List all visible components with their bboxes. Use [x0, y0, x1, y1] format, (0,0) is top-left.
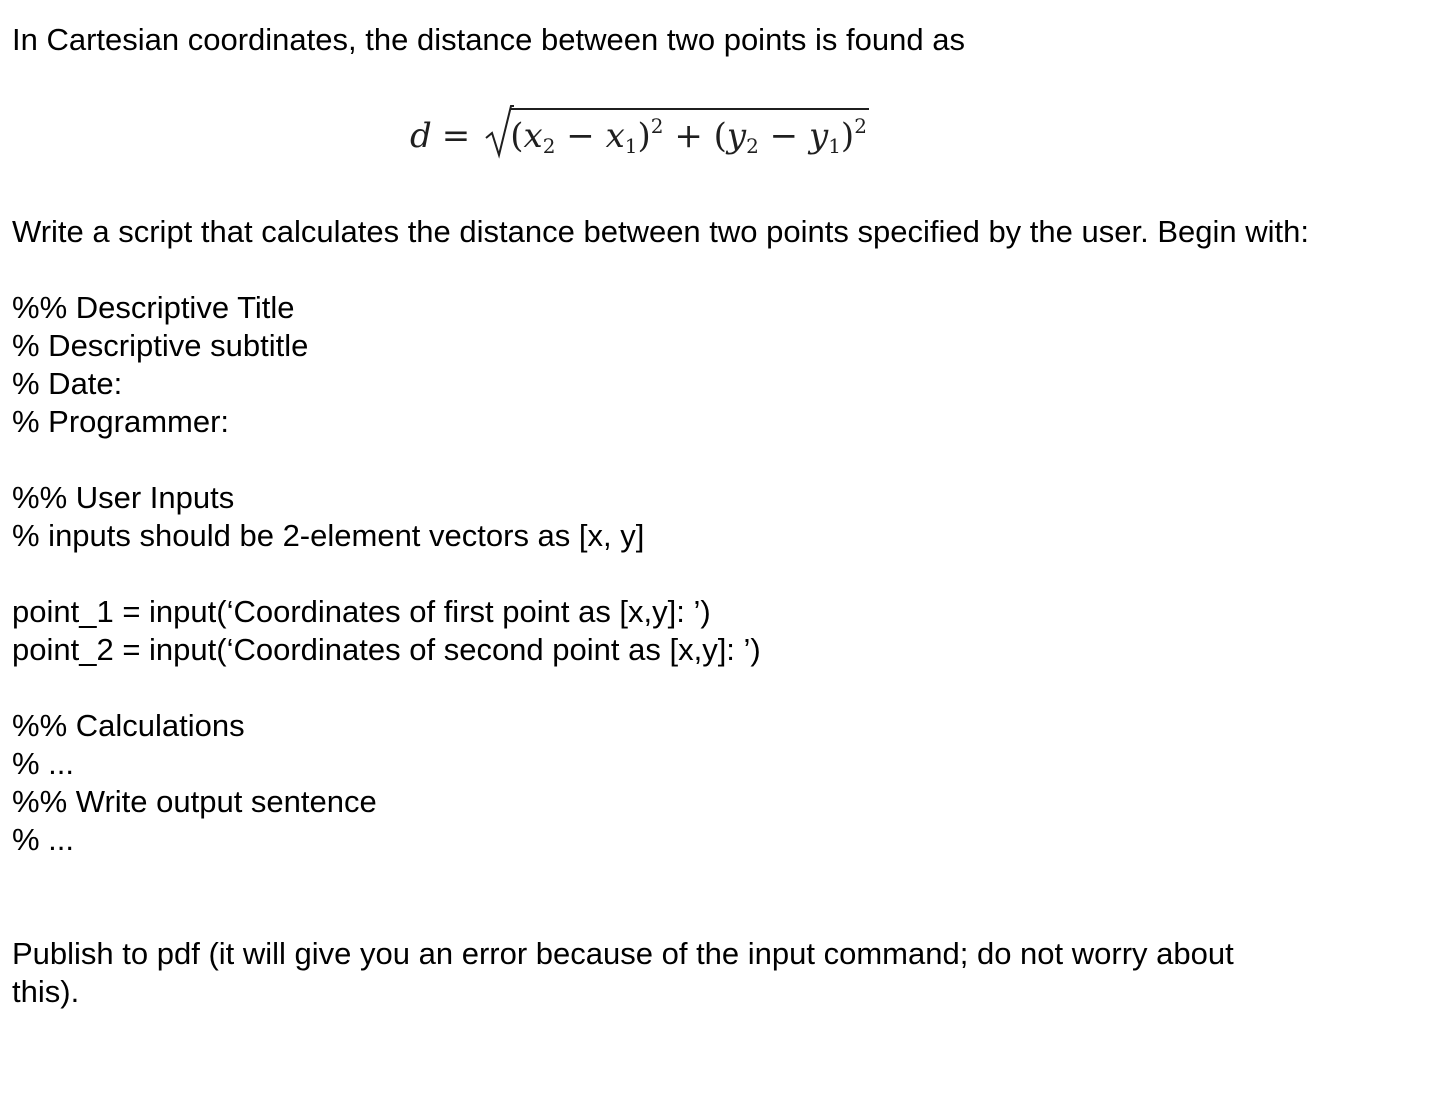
calc-section-title: %% Calculations: [12, 708, 245, 743]
formula-x2: x: [523, 116, 543, 156]
publish-note-line-1: Publish to pdf (it will give you an error because of the input command; do not worry about: [12, 936, 1234, 971]
formula-square-2: 2: [854, 114, 867, 138]
formula-x1-subscript: 1: [624, 134, 638, 158]
formula-square-1: 2: [650, 114, 664, 138]
output-section-ellipsis: % ...: [12, 822, 75, 857]
formula-y1: y: [808, 116, 829, 156]
formula-y1-subscript: 1: [828, 134, 841, 158]
inputs-section-comment: % inputs should be 2-element vectors as [x, y]: [12, 518, 645, 553]
formula-equals: =: [441, 116, 471, 156]
output-section-title: %% Write output sentence: [12, 784, 377, 819]
header-line-subtitle: % Descriptive subtitle: [12, 328, 309, 363]
instruction-text: Write a script that calculates the distance between two points specified by the user. Begin with:: [12, 214, 1309, 249]
formula-square-root: [484, 108, 869, 158]
formula-plus: +: [674, 116, 703, 156]
code-line-point-2: point_2 = input(‘Coordinates of second point as [x,y]: ’): [12, 632, 761, 667]
publish-note-line-2: this).: [12, 974, 80, 1009]
formula-radicand: $(x_2 - x_1)^2 + (y_2 - y_1)^2$: [510, 108, 869, 158]
radical-sign-icon: [484, 100, 514, 162]
calc-section-ellipsis: % ...: [12, 746, 75, 781]
formula-y2: y: [726, 116, 747, 156]
formula-lhs: d: [410, 116, 432, 156]
code-line-point-1: point_1 = input(‘Coordinates of first point as [x,y]: ’): [12, 594, 711, 629]
header-line-title: %% Descriptive Title: [12, 290, 295, 325]
intro-text: In Cartesian coordinates, the distance between two points is found as: [12, 22, 965, 57]
formula-minus-2: −: [769, 116, 799, 156]
formula-minus-1: −: [566, 116, 595, 156]
inputs-section-title: %% User Inputs: [12, 480, 235, 515]
formula-x2-subscript: 2: [542, 134, 556, 158]
header-line-date: % Date:: [12, 366, 123, 401]
header-line-programmer: % Programmer:: [12, 404, 230, 439]
formula-y2-subscript: 2: [746, 134, 759, 158]
distance-formula: [410, 108, 869, 178]
formula-x1: x: [605, 116, 625, 156]
